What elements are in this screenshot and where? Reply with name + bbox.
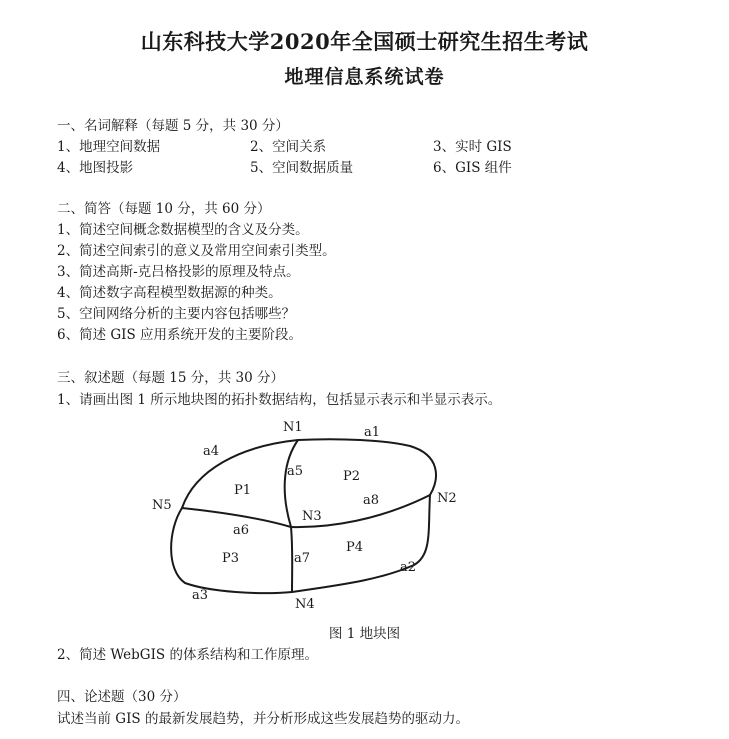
arc-a5 <box>285 440 298 527</box>
question-2-1: 1、简述空间概念数据模型的含义及分类。 <box>57 222 309 238</box>
node-label-n4: N4 <box>295 597 315 612</box>
arc-label-a6: a6 <box>233 523 250 538</box>
section2-heading: 二、简答（每题 10 分，共 60 分） <box>57 201 271 217</box>
arc-a1 <box>298 439 436 495</box>
arc-label-a2: a2 <box>400 560 417 575</box>
node-label-n5: N5 <box>152 498 172 513</box>
question-2-5: 5、空间网络分析的主要内容包括哪些？ <box>57 306 296 322</box>
polygon-label-p3: P3 <box>222 551 240 566</box>
node-label-n3: N3 <box>302 509 322 524</box>
question-4: 试述当前 GIS 的最新发展趋势，并分析形成这些发展趋势的驱动力。 <box>57 711 469 727</box>
question-2-6: 6、简述 GIS 应用系统开发的主要阶段。 <box>57 327 303 343</box>
term-6: 6、GIS 组件 <box>433 160 512 176</box>
question-2-4: 4、简述数字高程模型数据源的种类。 <box>57 285 282 301</box>
arc-a3 <box>171 508 292 593</box>
exam-title: 山东科技大学2020年全国硕士研究生招生考试 <box>140 29 589 54</box>
arc-a4 <box>182 440 298 508</box>
arc-label-a3: a3 <box>192 588 209 603</box>
term-5: 5、空间数据质量 <box>250 160 354 176</box>
arc-a8 <box>291 495 430 527</box>
term-4: 4、地图投影 <box>57 160 134 176</box>
arc-label-a5: a5 <box>287 464 304 479</box>
exam-subtitle: 地理信息系统试卷 <box>284 66 445 88</box>
term-1: 1、地理空间数据 <box>57 139 161 155</box>
term-3: 3、实时 GIS <box>433 139 512 155</box>
arc-label-a4: a4 <box>203 444 220 459</box>
term-2: 2、空间关系 <box>250 139 327 155</box>
section4-heading: 四、论述题（30 分） <box>57 689 187 705</box>
question-3-2: 2、简述 WebGIS 的体系结构和工作原理。 <box>57 647 318 663</box>
node-label-n1: N1 <box>283 420 303 435</box>
node-label-n2: N2 <box>437 491 457 506</box>
question-2-3: 3、简述高斯-克吕格投影的原理及特点。 <box>57 264 300 280</box>
arc-a2 <box>292 495 430 592</box>
figure-caption: 图 1 地块图 <box>328 626 401 642</box>
question-2-2: 2、简述空间索引的意义及常用空间索引类型。 <box>57 243 336 259</box>
polygon-label-p1: P1 <box>234 483 252 498</box>
section3-heading: 三、叙述题（每题 15 分，共 30 分） <box>57 370 285 386</box>
arc-a7 <box>291 527 292 592</box>
arc-label-a1: a1 <box>364 425 381 440</box>
arc-label-a8: a8 <box>363 493 380 508</box>
arc-label-a7: a7 <box>294 551 311 566</box>
polygon-label-p4: P4 <box>346 540 364 555</box>
polygon-label-p2: P2 <box>343 469 361 484</box>
section1-heading: 一、名词解释（每题 5 分，共 30 分） <box>57 118 289 134</box>
arc-a6 <box>182 508 291 527</box>
question-3-1: 1、请画出图 1 所示地块图的拓扑数据结构，包括显示表示和半显示表示。 <box>57 392 502 408</box>
